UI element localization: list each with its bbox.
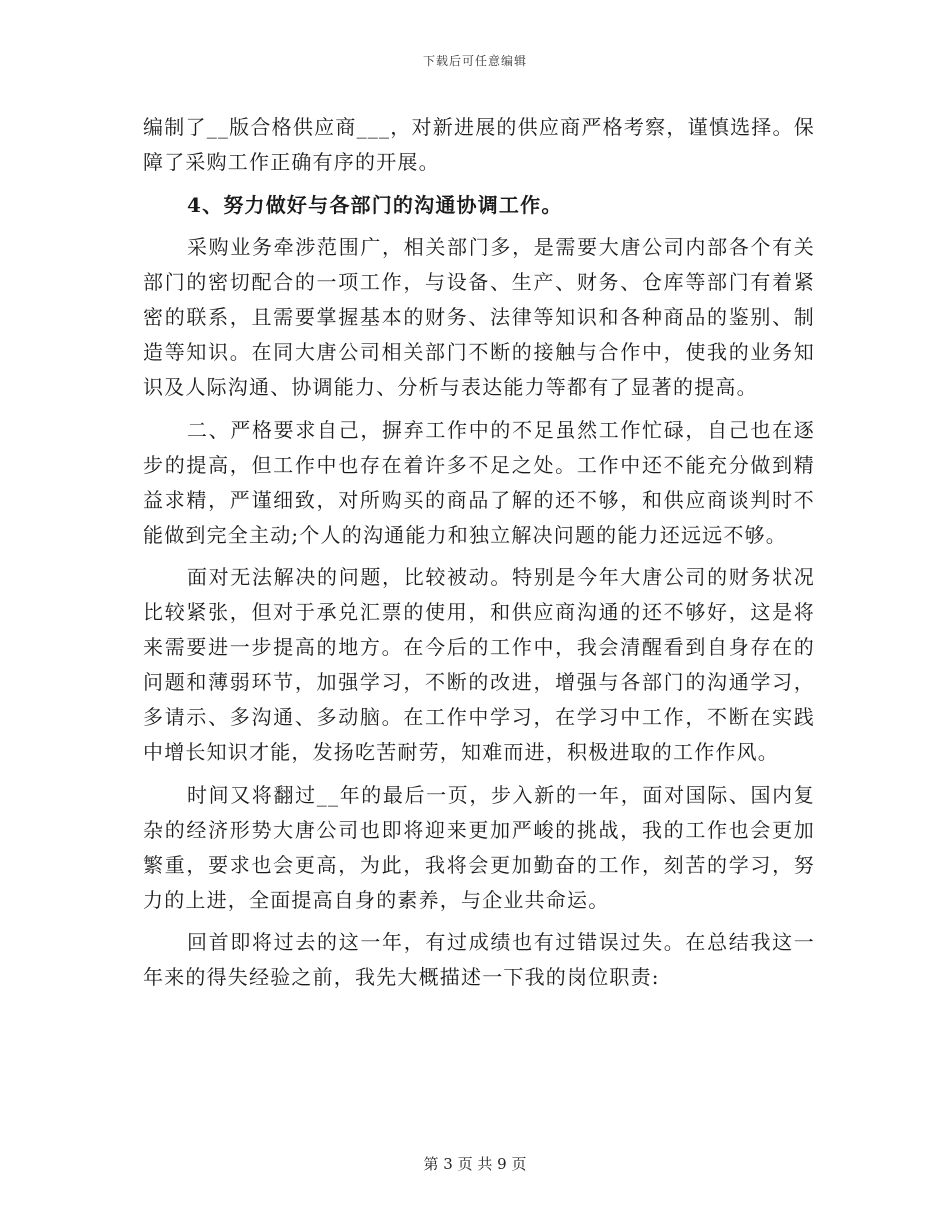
document-body [143,110,815,1003]
paragraph-procurement-scope: 采购业务牵涉范围广，相关部门多，是需要大唐公司内部各个有关部门的密切配合的一项工作，与设备、生产、财务、仓库等部门有着紧密的联系，且需要掌握基本的财务、法律等知识和各种商品的鉴别、制造等知识。在同大唐公司相关部门不断的接触与合作中，使我的业务知识及人际沟通、协调能力、分析与表达能力等都有了显著的提高。 [143,235,815,399]
paragraph-new-year-outlook: 时间又将翻过__年的最后一页，步入新的一年，面对国际、国内复杂的经济形势大唐公司也即将迎来更加严峻的挑战，我的工作也会更加繁重，要求也会更高，为此，我将会更加勤奋的工作，刻苦的学习，努力的上进，全面提高自身的素养，与企业共命运。 [143,782,815,912]
section-heading-coordination: 4、努力做好与各部门的沟通协调工作。 [187,192,563,217]
page-header-note: 下载后可任意编辑 [422,54,527,68]
paragraph-self-requirements: 二、严格要求自己，摒弃工作中的不足虽然工作忙碌，自己也在逐步的提高，但工作中也存在着许多不足之处。工作中还不能充分做到精益求精，严谨细致，对所购买的商品了解的还不够，和供应商谈判时不能做到完全主动;个人的沟通能力和独立解决问题的能力还远远不够。 [143,417,815,547]
paragraph-problems-improvement: 面对无法解决的问题，比较被动。特别是今年大唐公司的财务状况比较紧张，但对于承兑汇票的使用，和供应商沟通的还不够好，这是将来需要进一步提高的地方。在今后的工作中，我会清醒看到自身存在的问题和薄弱环节，加强学习，不断的改进，增强与各部门的沟通学习，多请示、多沟通、多动脑。在工作中学习，在学习中工作，不断在实践中增长知识才能，发扬吃苦耐劳，知难而进，积极进取的工作作风。 [143,565,815,764]
page-number: 第 3 页 共 9 页 [423,1155,527,1173]
paragraph-supplier-list: 编制了__版合格供应商___，对新进展的供应商严格考察，谨慎选择。保障了采购工作正确有序的开展。 [143,115,815,174]
paragraph-year-review: 回首即将过去的这一年，有过成绩也有过错误过失。在总结我这一年来的得失经验之前，我先大概描述一下我的岗位职责: [143,930,815,989]
